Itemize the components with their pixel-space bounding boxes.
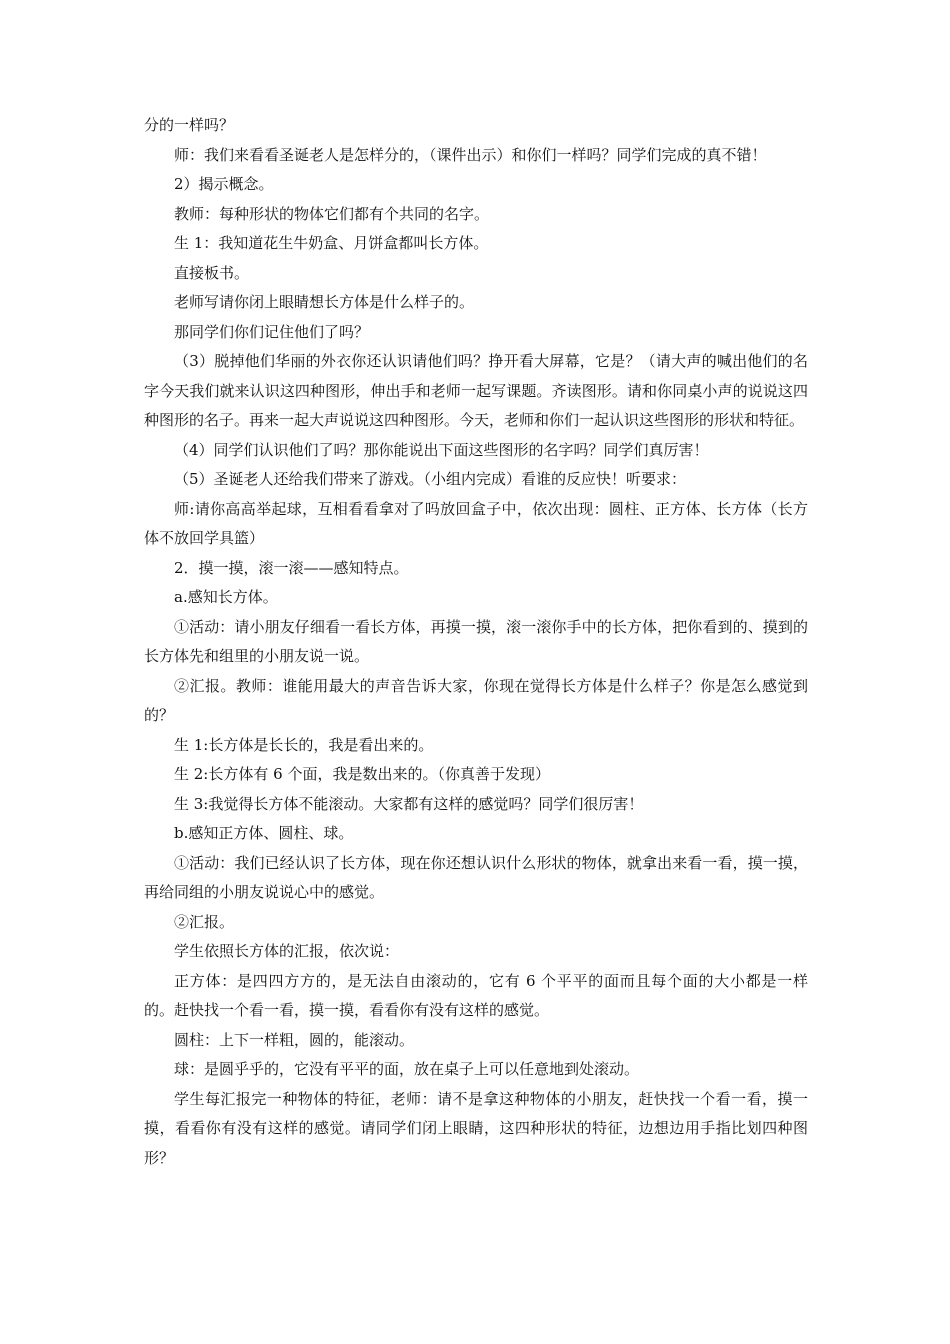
paragraph: 2）揭示概念。 — [174, 175, 274, 193]
paragraph: 师：我们来看看圣诞老人是怎样分的，（课件出示）和你们一样吗？同学们完成的真不错！ — [174, 145, 767, 164]
paragraph: 圆柱：上下一样粗，圆的，能滚动。 — [174, 1030, 415, 1049]
paragraph: 生 1:长方体是长长的，我是看出来的。 — [174, 735, 434, 754]
paragraph: 生 3:我觉得长方体不能滚动。大家都有这样的感觉吗？同学们很厉害！ — [174, 794, 644, 813]
paragraph: 球：是圆乎乎的，它没有平平的面，放在桌子上可以任意地到处滚动。 — [174, 1060, 640, 1078]
paragraph: 直接板书。 — [174, 263, 250, 282]
paragraph: （5）圣诞老人还给我们带来了游戏。（小组内完成）看谁的反应快！听要求： — [174, 470, 687, 488]
paragraph: 生 1：我知道花生牛奶盒、月饼盒都叫长方体。 — [174, 234, 489, 252]
document-page — [144, 111, 808, 1173]
paragraph: 教师：每种形状的物体它们都有个共同的名字。 — [174, 204, 490, 223]
paragraph: b.感知正方体、圆柱、球。 — [174, 824, 354, 842]
paragraph: 生 2:长方体有 6 个面，我是数出来的。（你真善于发现） — [174, 765, 550, 783]
paragraph: ①活动：请小朋友仔细看一看长方体，再摸一摸，滚一滚你手中的长方体，把你看到的、摸到的长方体先和组里的小朋友说一说。 — [144, 617, 808, 665]
paragraph: （3）脱掉他们华丽的外衣你还认识请他们吗？挣开看大屏幕，它是？（请大声的喊出他们的名字今天我们就来认识这四种图形，伸出手和老师一起写课题。齐读图形。请和你同桌小声的说说这四种图形的名子。再来一起大声说说这四种图形。今天，老师和你们一起认识这些图形的形状和特征。 — [144, 352, 808, 429]
paragraph: （4）同学们认识他们了吗？那你能说出下面这些图形的名字吗？同学们真厉害！ — [174, 440, 709, 459]
paragraph: 老师写请你闭上眼睛想长方体是什么样子的。 — [174, 293, 475, 311]
paragraph: 师:请你高高举起球，互相看看拿对了吗放回盒子中，依次出现：圆柱、正方体、长方体（长方体不放回学具篮） — [144, 499, 808, 547]
paragraph: ②汇报。教师：谁能用最大的声音告诉大家，你现在觉得长方体是什么样子？你是怎么感觉到的？ — [144, 676, 808, 724]
paragraph: 正方体：是四四方方的，是无法自由滚动的，它有 6 个平平的面而且每个面的大小都是一样的。赶快找一个看一看，摸一摸，看看你有没有这样的感觉。 — [144, 971, 808, 1019]
paragraph: 那同学们你们记住他们了吗？ — [174, 322, 370, 341]
paragraph: ②汇报。 — [174, 912, 235, 931]
paragraph: 学生每汇报完一种物体的特征，老师：请不是拿这种物体的小朋友，赶快找一个看一看，摸一摸，看看你有没有这样的感觉。请同学们闭上眼睛，这四种形状的特征，边想边用手指比划四种图形？ — [144, 1089, 808, 1167]
paragraph: 学生依照长方体的汇报，依次说： — [174, 942, 400, 960]
paragraph: a.感知长方体。 — [174, 588, 278, 606]
paragraph: 2．摸一摸，滚一滚——感知特点。 — [174, 558, 409, 577]
paragraph: ①活动：我们已经认识了长方体，现在你还想认识什么形状的物体，就拿出来看一看，摸一摸，再给同组的小朋友说说心中的感觉。 — [144, 853, 808, 901]
paragraph: 分的一样吗？ — [144, 116, 235, 134]
